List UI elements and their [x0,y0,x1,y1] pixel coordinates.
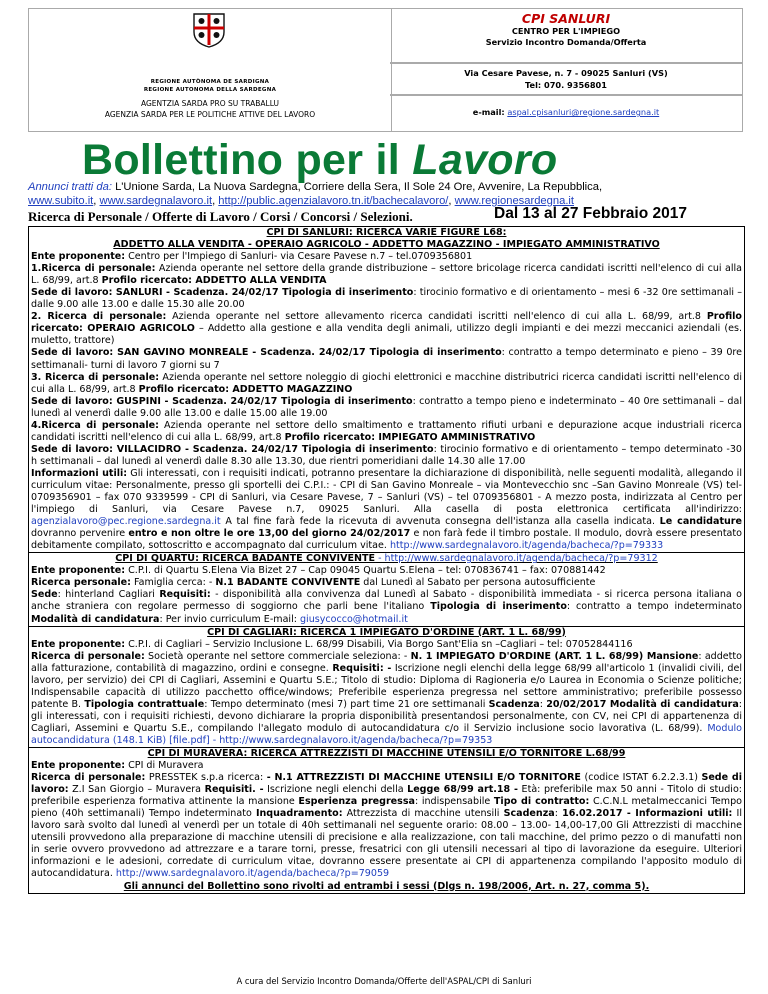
region-name-sardinian: REGIONE AUTÒNOMA DE SARDIGNA [150,79,270,85]
paragraph: Sede di lavoro: GUSPINI - Scadenza. 24/02/17 Tipologia di inserimento: contratto a tempo pieno e indeterminato – 40 0re settimanali – dal lunedì al venerdì dalle 9.00 alle 13.00 e dalle 15.00 alle 19.00 [31,395,742,419]
section-heading-quartu: CPI DI QUARTU: RICERCA BADANTE CONVIVENTE - http://www.sardegnalavoro.it/agenda/bacheca/?p=79312 [115,553,658,565]
sardinia-seal-icon [191,12,227,48]
paragraph: Sede di lavoro: SAN GAVINO MONREALE - Scadenza. 24/02/17 Tipologia di inserimento: contratto a tempo determinato e pieno – 39 0re settimanali- turni di lavoro 7 giorni su 7 [31,347,742,371]
paragraph: Ente proponente: Centro per l'Impiego di Sanluri- via Cesare Pavese n.7 – tel.0709356801 [31,251,473,263]
modulo-link[interactable]: Modulo autocandidatura (148.1 KiB) [file.pdf] - http://www.sardegnalavoro.it/agenda/bacheca/?p=79353 [31,722,742,746]
cpi-email: e-mail: aspal.cpisanluri@regione.sardegna.it [472,107,660,117]
agency-logo-box [28,8,392,132]
paragraph: 3. Ricerca di personale: Azienda operante nel settore noleggio di giochi elettronici e macchine distributrici ricerca candidati iscritti nell'elenco di cui alla L. 68/99, art.8 Profilo ricercato: ADDETTO MAGAZZINO [31,371,742,395]
source-link-subito[interactable]: www.subito.it [28,195,94,207]
region-name-italian: REGIONE AUTONOMA DELLA SARDEGNA [143,87,277,93]
section-divider [29,552,744,625]
cpi-title-box [390,8,743,64]
paragraph: Sede di lavoro: VILLACIDRO - Scadenza. 24/02/17 Tipologia di inserimento: tirocinio formativo e di orientamento – tempo determinato -30 h settimanali – dal lunedì al venerdì dalle 8.30 alle 13.30, due rientri pomeridiani dalle 14.30 alle 17.00 [31,443,742,467]
section-divider [29,747,744,893]
paragraph: Ente proponente: C.P.I. di Cagliari – Servizio Inclusione L. 68/99 Disabili, Via Borgo Sant'Elia sn –Cagliari – tel: 07052844116 [31,638,633,650]
paragraph: Ricerca di personale: PRESSTEK s.p.a ricerca: - N.1 ATTREZZISTI DI MACCHINE UTENSILI E/O TORNITORE (codice ISTAT 6.2.2.3.1) Sede di lavoro: Z.I San Giorgio – Muravera Requisiti. - Iscrizione negli elenchi della Legge 68/99 art.18 - Età: preferibile max 50 anni - Titolo di studio: preferibile esperienza formativa attinente la mansione Esperienza pregressa: indispensabile Tipo di contratto: C.C.N.L metalmeccanici Tempo pieno (40h settimanali) Tempo indeterminato Inquadramento: Attrezzista di macchine utensili Scadenza: 16.02.2017 - Informazioni utili: Il lavoro sarà svolto dal lunedì al venerdì per un totale di 40h settimanali nel seguente orario: 08.00 – 13.00- 14,00-17,00 Gli Attrezzisti di macchine utensili provvedono alla preparazione di macchine utensili di precisione e alla realizzazione, con tali macchine, del primo pezzo o di manufatti non in serie ovvero provvedono ad attrezzare e a tarare torni, presse, fresatrici con gli utensili necessari al tipo di lavorazione da eseguire. Ulteriori informazioni e le adesioni, corredate di curriculum vitae, dovranno essere presentate ai CPI di appartenenza compilando l'apposito modulo di autocandidatura. http://www.sardegnalavoro.it/agenda/bacheca/?p=79059 [31,772,743,880]
cpi-email-box [390,94,743,132]
paragraph: Sede di lavoro: SANLURI - Scadenza. 24/02/17 Tipologia di inserimento: tirocinio formativo e di orientamento – mesi 6 -32 0re settimanali – dalle 9.00 alle 13.00 e dalle 15.30 alle 20.00 [31,287,742,311]
bulletin-title: Bollettino per il Lavoro [82,136,558,184]
section-subheading-sanluri: ADDETTO ALLA VENDITA - OPERAIO AGRICOLO - ADDETTO MAGAZZINO - IMPIEGATO AMMINISTRATIVO [113,239,660,251]
section-divider [29,626,744,747]
paragraph: Sede: hinterland Cagliari Requisiti: - disponibilità alla convivenza dal Lunedì al Sabato - disponibilità immediata - si ricerca persona italiana o anche straniera con regolare permesso di soggiorno che parli bene l'italiano Tipologia di inserimento: contratto a tempo indeterminato Modalità di candidatura: Per invio curriculum E-mail: giusycocco@hotmail.it [31,589,742,625]
agency-name-sardinian: AGENTZIA SARDA PRO SU TRABALLU [140,99,280,108]
announcements-box [28,226,745,894]
source-link-agenzialavoro[interactable]: http://public.agenzialavoro.tn.it/bachecalavoro/ [218,195,449,207]
paragraph: 1.Ricerca di personale: Azienda operante nel settore della grande distribuzione – settore bricolage ricerca candidati iscritti nell'elenco di cui alla L. 68/99, art.8 Profilo ricercato: ADDETTO ALLA VENDITA [31,263,743,287]
source-link-regione[interactable]: www.regionesardegna.it [454,195,575,207]
pec-email-link[interactable]: agenzialavoro@pec.regione.sardegna.it [31,516,221,528]
paragraph: Ente proponente: CPI di Muravera [31,760,204,772]
bacheca-link[interactable]: - http://www.sardegnalavoro.it/agenda/bacheca/?p=79312 [375,553,658,565]
cpi-service: Servizio Incontro Domanda/Offerta [485,37,647,47]
agency-name-italian: AGENZIA SARDA PER LE POLITICHE ATTIVE DEL LAVORO [104,110,316,119]
section-heading-cagliari: CPI DI CAGLIARI: RICERCA 1 IMPIEGATO D'ORDINE (ART. 1 L. 68/99) [207,626,566,638]
bacheca-link[interactable]: http://www.sardegnalavoro.it/agenda/bacheca/?p=79059 [115,868,390,880]
equal-opportunity-note: Gli annunci del Bollettino sono rivolti ad entrambi i sessi (Dlgs n. 198/2006, Art. n. 27, comma 5). [123,880,650,892]
bacheca-link[interactable]: http://www.sardegnalavoro.it/agenda/bacheca/?p=79333 [389,540,664,552]
email-link[interactable]: aspal.cpisanluri@regione.sardegna.it [507,107,660,117]
paragraph: 4.Ricerca di personale: Azienda operante nel settore dello smaltimento e trattamento rifiuti urbani e depurazione acque industriali ricerca candidati iscritti nell'elenco di cui alla L. 68/99, art.8 Profilo ricercato: IMPIEGATO AMMINISTRATIVO [31,419,742,443]
section-heading-muravera: CPI DI MURAVERA: RICERCA ATTREZZISTI DI MACCHINE UTENSILI E/O TORNITORE L.68/99 [147,748,626,760]
cpi-address: Via Cesare Pavese, n. 7 - 09025 Sanluri (VS) [464,68,668,78]
section-heading-sanluri: CPI DI SANLURI: RICERCA VARIE FIGURE L68: [266,227,507,238]
sources-line: Annunci tratti da: L'Unione Sarda, La Nuova Sardegna, Corriere della Sera, Il Sole 24 Ore, Avvenire, La Repubblica, www.subito.it, www.sardegnalavoro.it, http://public.agenzialavoro.tn.it/bachecalavoro/, www.regionesardegna.it [28,181,603,207]
paragraph: Ente proponente: C.P.I. di Quartu S.Elena Via Bizet 27 – Cap 09045 Quartu S.Elena – tel: 070836741 – fax: 070881442 [31,565,606,577]
paragraph: Ricerca di personale: Società operante nel settore commerciale seleziona: - N. 1 IMPIEGATO D'ORDINE (ART. 1 L. 68/99) Mansione: addetto alla fatturazione, contabilità di magazzino, ordini e consegne. Requisiti: - Iscrizione negli elenchi della legge 68/99 all'articolo 1 (invalidi civili, del lavoro, per servizio) dei CPI di Cagliari, Assemini e Quartu S.E.; Titolo di studio: Diploma di Ragioneria e/o Laurea in Economia o Scienze politiche; Indispensabile capacità di utilizzo pacchetto office/windows; Preferibile esperienza pregressa nel settore amministrativo; preferibile possesso patente B. Tipologia contrattuale: Tempo determinato (mesi 7) part time 21 ore settimanali Scadenza: 20/02/2017 Modalità di candidatura: gli interessati, con i requisiti richiesti, devono dichiarare la propria disponibilità presentandosi personalmente, con CV, nei CPI di appartenenza di Cagliari, Assemini e Quartu S.E., compilando l'allegato modulo di autocandidatura c/o il Servizio inclusione socio lavorativa (L. 68/99). Modulo autocandidatura (148.1 KiB) [file.pdf] - http://www.sardegnalavoro.it/agenda/bacheca/?p=79353 [31,650,743,746]
cpi-address-box [390,62,743,96]
paragraph: Informazioni utili: Gli interessati, con i requisiti indicati, potranno presentare la dichiarazione di disponibilità, nelle seguenti modalità, allegando il curriculum vitae: Personalmente, presso gli sportelli dei C.P.I.: - CPI di San Gavino Monreale – via Montevecchio snc –San Gavino Monreale (VS) tel- 0709356901 – fax 070 9339599 - CPI di Sanluri, via Cesare Pavese, 7 – Sanluri (VS) – tel 0709356801 - A mezzo posta, indirizzata al Centro per l'impiego di Sanluri, via Cesare Pavese n.7, 09025 Sanluri. Alla casella di posta elettronica certificata all'indirizzo: agenzialavoro@pec.regione.sardegna.it A tal fine farà fede la ricevuta di avvenuta consegna dell'istanza alla casella indicata. Le candidature dovranno pervenire entro e non oltre le ore 13,00 del giorno 24/02/2017 e non farà fede il timbro postale. Il modulo, dovrà essere presentato debitamente compilato, sottoscritto e accompagnato dal curriculum vitae. http://www.sardegnalavoro.it/agenda/bacheca/?p=79333 [31,467,742,552]
date-range: Dal 13 al 27 Febbraio 2017 [494,205,687,222]
paragraph: 2. Ricerca di personale: Azienda operante nel settore allevamento ricerca candidati iscritti nell'elenco di cui alla L. 68/99, art.8 Profilo ricercato: OPERAIO AGRICOLO – Addetto alla gestione e alla vendita degli animali, utilizzo degli impianti e dei mezzi meccanici aziendali (es. muletto, trattore) [31,311,743,347]
cpi-title: CPI SANLURI [521,11,611,26]
subtitle: Ricerca di Personale / Offerte di Lavoro / Corsi / Concorsi / Selezioni. [28,209,413,224]
page-footer: A cura del Servizio Incontro Domanda/Offerte dell'ASPAL/CPI di Sanluri [236,976,532,986]
source-link-sardegnalavoro[interactable]: www.sardegnalavoro.it [99,195,213,207]
paragraph: Ricerca personale: Famiglia cerca: - N.1 BADANTE CONVIVENTE dal Lunedì al Sabato per persona autosufficiente [31,577,596,589]
email-link[interactable]: giusycocco@hotmail.it [299,613,408,625]
cpi-subtitle: CENTRO PER L'IMPIEGO [511,26,621,36]
letterhead [0,0,768,140]
cpi-phone: Tel: 070. 9356801 [525,80,607,90]
